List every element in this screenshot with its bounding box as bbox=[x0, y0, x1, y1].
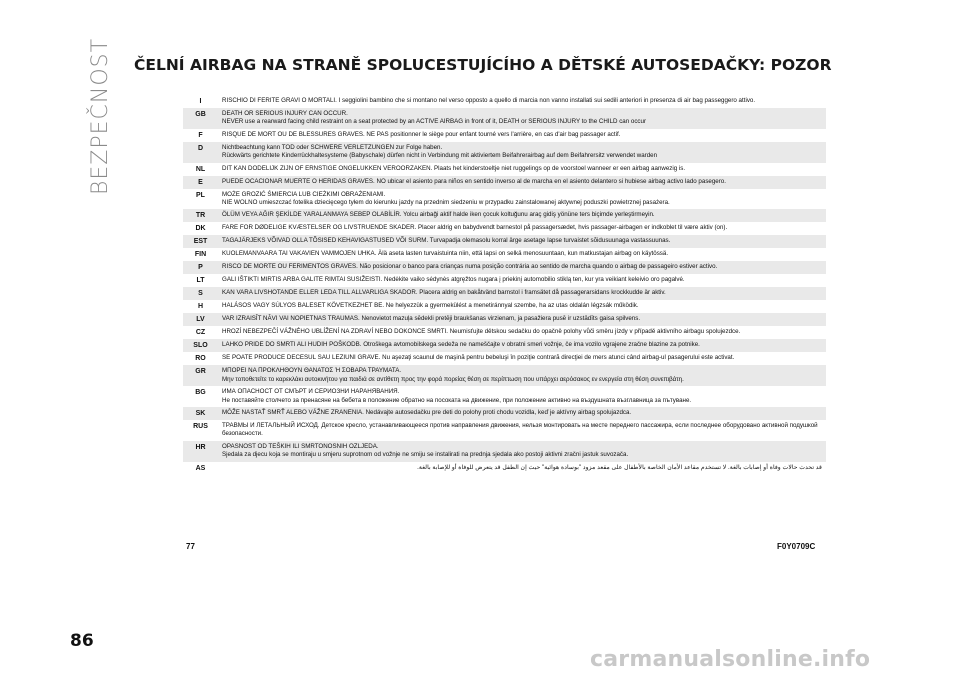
warning-text: RISCO DE MORTE OU FERIMENTOS GRAVES. Não posicionar o banco para crianças numa posição contrária ao sentido de marcha quando o airbag de passageiro estiver activo. bbox=[222, 263, 718, 271]
language-code: HR bbox=[195, 443, 206, 451]
warning-text: DIT KAN DODELIJK ZIJN OF ERNSTIGE ONGELUKKEN VEROORZAKEN. Plaats het kinderstoeltje niet ruggelings op de voorstoel wanneer er een airbag aanwezig is. bbox=[222, 164, 686, 172]
table-row bbox=[183, 420, 826, 441]
warning-text: RISCHIO DI FERITE GRAVI O MORTALI. I seggiolini bambino che si montano nel verso opposto a quello di marcia non vanno installati sui sedili anteriori in presenza di air bag passeggero attivo. bbox=[222, 97, 756, 104]
language-code: EST bbox=[193, 238, 208, 246]
warning-text: SE POATE PRODUCE DECESUL SAU LEZIUNI GRAVE. Nu aşezaţi scaunul de maşină pentru bebeluşi în poziţie contrară direcţiei de mers atunci când airbag-ul pasagerului este activat. bbox=[222, 354, 735, 362]
language-code: GB bbox=[195, 111, 206, 118]
language-code: DK bbox=[195, 225, 206, 233]
language-code: NL bbox=[195, 165, 206, 173]
language-code: LV bbox=[196, 316, 205, 324]
table-row bbox=[183, 95, 826, 108]
warning-text: HROZÍ NEBEZPEČÍ VÁŽNÉHO UBLÍŽENÍ NA ZDRAVÍ NEBO DOKONCE SMRTI. Neumisťujte dětskou sedačku do opačně polohy vůči směru jízdy v případě aktivního airbagu spolujezdce. bbox=[222, 328, 741, 336]
language-code: FIN bbox=[194, 251, 207, 259]
warning-text: VAR IZRAISĪT NĀVI VAI NOPIETNAS TRAUMAS. Nenovietot mazuļa sēdekli pretēji braukšanas virzienam, ja pasažiera pusē ir uzstādīts gaisa spilvens. bbox=[222, 315, 641, 323]
figure-number: 77 bbox=[186, 542, 195, 551]
language-code: E bbox=[198, 178, 203, 186]
warning-text: RISQUE DE MORT OU DE BLESSURES GRAVES. NE PAS positionner le siège pour enfant tourné vers l'arrière, en cas d'air bag passager actif. bbox=[222, 130, 621, 138]
warning-text: PUEDE OCACIONAR MUERTE O HERIDAS GRAVES. NO ubicar el asiento para niños en sentido inverso al de marcha en el asiento delantero si hubiese airbag activo lado pasegero. bbox=[222, 177, 726, 185]
language-code: SK bbox=[195, 410, 206, 418]
table-row bbox=[183, 163, 826, 176]
language-code: RUS bbox=[193, 423, 208, 431]
table-row bbox=[183, 176, 826, 189]
language-code: GR bbox=[195, 368, 206, 376]
warning-text: Nichtbeachtung kann TOD oder SCHWERE VERLETZUNGEN zur Folge haben. Rückwärts gerichtete Kinderrückhaltesysteme (Babyschale) dürfen nicht in Verbindung mit aktiviertem Beifahrerairbag auf dem Beifahrersitz verwendet warden bbox=[222, 143, 658, 160]
page-title: ČELNÍ AIRBAG NA STRANĚ SPOLUCESTUJÍCÍHO A DĚTSKÉ AUTOSEDAČKY: POZOR bbox=[134, 56, 832, 74]
warning-text: ИМА ОПАСНОСТ ОТ СМЪРТ И СЕРИОЗНИ НАРАНЯВАНИЯ. Не поставяйте столчето за пренасяне на бебета в положение обратно на посоката на движение, при положение активно на въздушната възглавница за пътуване. bbox=[222, 388, 692, 404]
table-row bbox=[183, 441, 826, 462]
language-code: SLO bbox=[193, 342, 208, 350]
warning-table bbox=[183, 95, 826, 475]
section-side-label: BEZPEČNOST bbox=[88, 37, 113, 195]
table-row bbox=[183, 407, 826, 420]
language-code: TR bbox=[195, 212, 206, 220]
warning-text: ÖLÜM VEYA AĞIR ŞEKİLDE YARALANMAYA SEBEP OLABİLİR. Yolcu airbaği aktif halde iken çocuk koltuğunu araç gidiş yönüne ters biçimde yerleştirmeyin. bbox=[222, 211, 655, 219]
language-code: F bbox=[198, 131, 203, 139]
language-code: CZ bbox=[195, 329, 206, 337]
warning-text: DEATH OR SERIOUS INJURY CAN OCCUR. NEVER use a rearward facing child restraint on a seat protected by an ACTIVE AIRBAG in front of it, DEATH or SERIOUS INJURY to the CHILD can occur bbox=[222, 110, 647, 126]
table-row bbox=[183, 235, 826, 248]
table-row bbox=[183, 352, 826, 365]
language-code: AS bbox=[195, 464, 206, 472]
language-code: D bbox=[197, 144, 204, 152]
figure-code: F0Y0709C bbox=[777, 542, 816, 551]
language-code: PL bbox=[196, 191, 205, 199]
language-code: LT bbox=[196, 277, 205, 285]
table-row bbox=[183, 339, 826, 352]
warning-text: MOŻE GROZIĆ ŚMIERCIA LUB CIEŻKIMI OBRAŻENIAMI. NIE WOLNO umieszczać fotelika dziecięcego tyłem do kierunku jazdy na przednim siedzeniu w przypadku zainstalowanej aktywnej poduszki powietrznej pasażera. bbox=[222, 190, 670, 207]
table-row bbox=[183, 209, 826, 222]
watermark: carmanualsonline.info bbox=[590, 647, 871, 672]
warning-text: MÔŽE NASTAŤ SMRŤ ALEBO VÁŽNE ZRANENIA. Nedávajte autosedačku pre deti do polohy proti chodu vozidla, keď je aktívny airbag spolujazdca. bbox=[222, 409, 632, 417]
table-row bbox=[183, 365, 826, 386]
table-row bbox=[183, 326, 826, 339]
table-row bbox=[183, 189, 826, 210]
table-row bbox=[183, 142, 826, 163]
table-row bbox=[183, 462, 826, 475]
table-row bbox=[183, 287, 826, 300]
warning-text: ТРАВМЫ И ЛЕТАЛЬНЫЙ ИСХОД. Детское кресло, устанавливающееся против направления движения, нельзя монтировать на месте переднего пассажира, если последнее оборудовано активной подушкой безопасности. bbox=[222, 422, 818, 438]
table-row bbox=[183, 129, 826, 142]
warning-text: قد تحدث حالات وفاة أو إصابات بالغة. لا تستخدم مقاعد الأمان الخاصة بالأطفال على مقعد مزود "بوسادة هوائية" حيث إن الطفل قد يتعرض للوفاة أو للإصابة بالغة. bbox=[417, 463, 822, 471]
table-row bbox=[183, 300, 826, 313]
table-row bbox=[183, 386, 826, 407]
language-code: RO bbox=[195, 355, 206, 363]
warning-text: KAN VARA LIVSHOTANDE ELLER LEDA TILL ALLVARLIGA SKADOR. Placera aldrig en bakåtvänd barnstol i framsätet då passagerarsidans krockkudde är aktiv. bbox=[222, 289, 666, 297]
language-code: S bbox=[198, 290, 203, 298]
warning-text: HALÁSOS VAGY SÚLYOS BALESET KÖVETKEZHET BE. Ne helyezzük a gyermekülést a menetiránnyal szembe, ha az utas oldalán légzsák működik. bbox=[222, 302, 639, 310]
warning-text: LAHKO PRIDE DO SMRTI ALI HUDIH POŠKODB. Otroškega avtomobilskega sedeža ne nameščajte v obratni smeri vožnje, če ima vozilo vgrajene zračne blazine za potnike. bbox=[222, 341, 700, 349]
warning-text: ΜΠΟΡΕΙ ΝΑ ΠΡΟΚΛΗΘΟΥΝ ΘΑΝΑΤΟΣ Ή ΣΟΒΑΡΑ ΤΡΑΥΜΑΤΑ. Μην τοποθετείτε το καρεκλάκι αυτοκινήτου για παιδιά σε αντίθετη προς την φορά πορείας θέση σε περίπτωση που υπάρχει αερόσακος εν ενεργεία στη θέση συνεπιβάτη. bbox=[222, 367, 684, 383]
table-row bbox=[183, 274, 826, 287]
table-row bbox=[183, 222, 826, 235]
language-code: BG bbox=[195, 389, 206, 397]
warning-text: FARE FOR DØDELIGE KVÆSTELSER OG LIVSTRUENDE SKADER. Placer aldrig en babydvendt barnestol på passagersædet, hvis passager-airbagen er indkoblet til være aktiv (on). bbox=[222, 224, 728, 232]
language-code: H bbox=[197, 303, 204, 311]
warning-text: TAGAJÄRJEKS VÕIVAD OLLA TÕSISED KEHAVIGASTUSED VÕI SURM. Turvapadja olemasolu korral ärge asetage lapse turvaistet sõidusuunaga vastassuunas. bbox=[222, 237, 671, 245]
warning-text: GALI IŠTIKTI MIRTIS ARBA GALITE RIMTAI SUSIŽEISTI. Nedėkite vaiko sėdynės atgręžtos nugara į priekinį automobilio stiklą ten, kur yra veikiant keleivio oro pagalvė. bbox=[222, 276, 685, 284]
warning-text: KUOLEMANVAARA TAI VAKAVIEN VAMMOJEN UHKA. Älä aseta lasten turvaistuinta niin, että lapsi on selkä menosuuntaan, kun matkustajan airbag on käytössä. bbox=[222, 250, 669, 258]
table-row bbox=[183, 248, 826, 261]
language-code: I bbox=[199, 98, 202, 105]
table-row bbox=[183, 108, 826, 129]
table-row bbox=[183, 313, 826, 326]
warning-text: OPASNOST OD TEŠKIH ILI SMRTONOSNIH OZLJEDA. Sjedala za djecu koja se montiraju u smjeru suprotnom od vožnje ne smiju se instalirati na prednja sjedala ako postoji aktivni zračni jastuk suvozača. bbox=[222, 442, 629, 459]
table-row bbox=[183, 261, 826, 274]
page-number: 86 bbox=[70, 631, 94, 651]
language-code: P bbox=[198, 264, 203, 272]
